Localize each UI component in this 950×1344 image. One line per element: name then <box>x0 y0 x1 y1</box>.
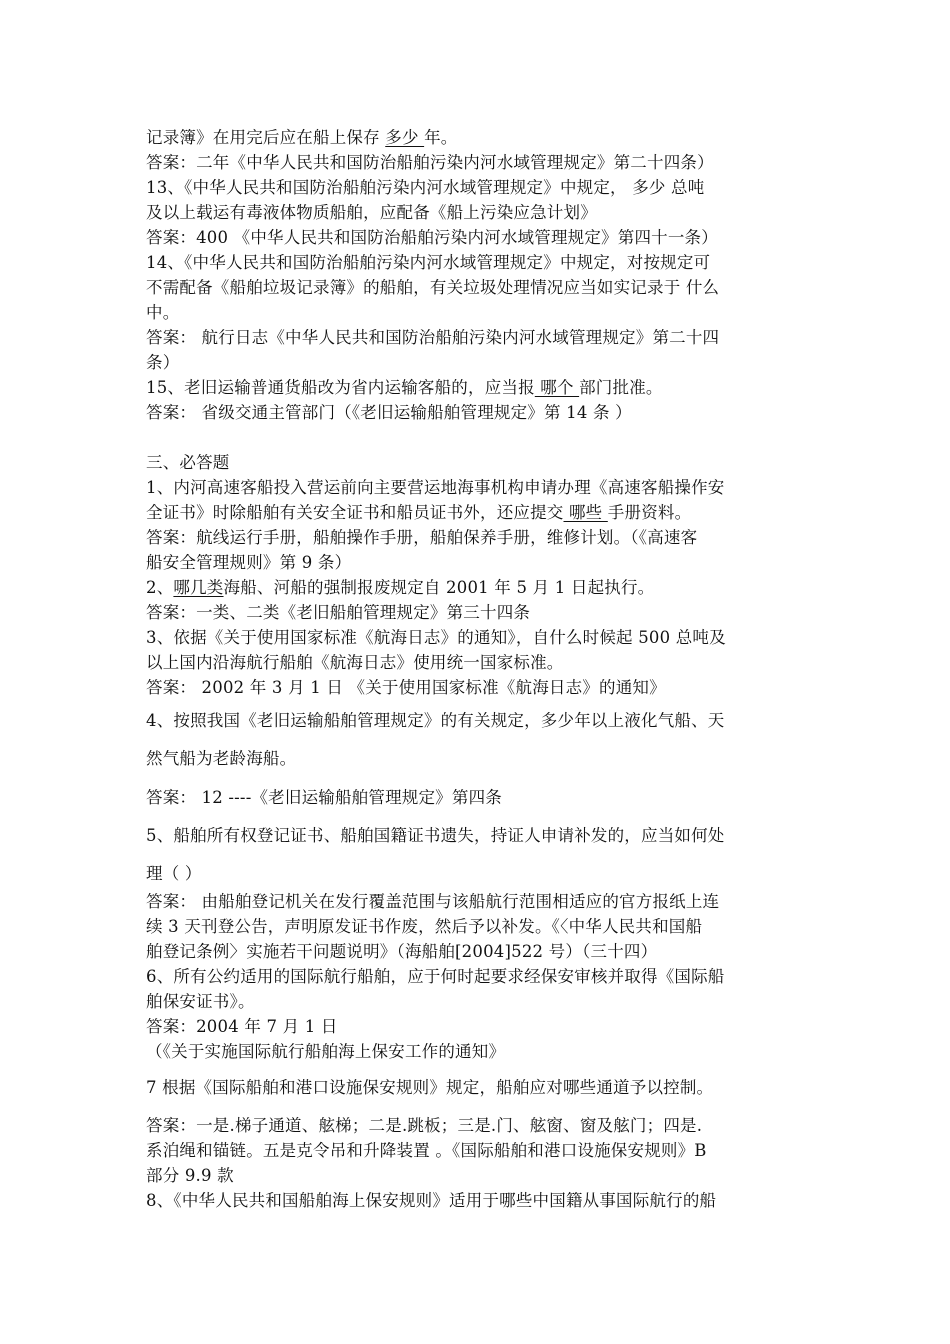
answer-line: 答案： 2002 年 3 月 1 日 《关于使用国家标准《航海日志》的通知》 <box>146 678 666 697</box>
text-line: 舶保安证书》。 <box>146 992 255 1011</box>
text-line: 系泊绳和锚链。五是克令吊和升降装置 。《国际船舶和港口设施保安规则》B <box>146 1141 707 1160</box>
text-line: 舶登记条例〉实施若干问题说明》（海船舶[2004]522 号）（三十四） <box>146 942 658 961</box>
answer-line: 答案： 由船舶登记机关在发行覆盖范围与该船航行范围相适应的官方报纸上连 <box>146 892 720 911</box>
question-line: 14、《中华人民共和国防治船舶污染内河水域管理规定》中规定，对按规定可 <box>146 253 711 272</box>
text-line: 理（ ） <box>146 864 202 883</box>
answer-line: 答案：航线运行手册，船舶操作手册，船舶保养手册，维修计划。（《高速客 <box>146 528 698 547</box>
text-line: 中。 <box>146 303 180 322</box>
text-line: （《关于实施国际航行船舶海上保安工作的通知》 <box>146 1042 506 1061</box>
section-heading: 三、必答题 <box>146 453 230 472</box>
question-line: 13、《中华人民共和国防治船舶污染内河水域管理规定》中规定， 多少 总吨 <box>146 178 705 197</box>
question-line: 8、《中华人民共和国船舶海上保安规则》适用于哪些中国籍从事国际航行的船 <box>146 1191 717 1210</box>
text-line: 然气船为老龄海船。 <box>146 749 297 768</box>
question-line: 2、哪几类海船、河船的强制报废规定自 2001 年 5 月 1 日起执行。 <box>146 578 655 597</box>
answer-line: 答案：2004 年 7 月 1 日 <box>146 1017 338 1036</box>
answer-line: 答案： 省级交通主管部门（《老旧运输船舶管理规定》第 14 条 ） <box>146 403 632 422</box>
question-line: 4、按照我国《老旧运输船舶管理规定》的有关规定，多少年以上液化气船、天 <box>146 711 725 730</box>
text-line: 全证书》时除船舶有关安全证书和船员证书外，还应提交 哪些 手册资料。 <box>146 503 692 522</box>
answer-line: 答案：400 《中华人民共和国防治船舶污染内河水域管理规定》第四十一条） <box>146 228 718 247</box>
text-line: 及以上载运有毒液体物质船舶，应配备《船上污染应急计划》 <box>146 203 597 222</box>
text-line: 部分 9.9 款 <box>146 1166 234 1185</box>
question-line: 6、所有公约适用的国际航行船舶，应于何时起要求经保安审核并取得《国际船 <box>146 967 725 986</box>
answer-line: 答案：一是.梯子通道、舷梯；二是.跳板；三是.门、舷窗、窗及舷门；四是. <box>146 1116 703 1135</box>
text-line: 船安全管理规则》第 9 条） <box>146 553 352 572</box>
question-line: 3、依据《关于使用国家标准《航海日志》的通知》，自什么时候起 500 总吨及 <box>146 628 726 647</box>
answer-line: 答案：二年《中华人民共和国防治船舶污染内河水域管理规定》第二十四条） <box>146 153 714 172</box>
question-line: 15、老旧运输普通货船改为省内运输客船的，应当报 哪个 部门批准。 <box>146 378 663 397</box>
text-line: 以上国内沿海航行船舶《航海日志》使用统一国家标准。 <box>146 653 564 672</box>
answer-line: 答案： 12 ----《老旧运输船舶管理规定》第四条 <box>146 788 502 807</box>
blank-underline: 哪些 <box>563 503 608 522</box>
text-line: 记录簿》在用完后应在船上保存 多少 年。 <box>146 128 458 147</box>
question-line: 1、内河高速客船投入营运前向主要营运地海事机构申请办理《高速客船操作安 <box>146 478 725 497</box>
answer-line: 答案： 航行日志《中华人民共和国防治船舶污染内河水域管理规定》第二十四 <box>146 328 720 347</box>
answer-line: 答案：一类、二类《老旧船舶管理规定》第三十四条 <box>146 603 531 622</box>
blank-underline: 多少 <box>385 128 425 147</box>
text-line: 不需配备《船舶垃圾记录簿》的船舶，有关垃圾处理情况应当如实记录于 什么 <box>146 278 720 297</box>
text-line: 续 3 天刊登公告，声明原发证书作废，然后予以补发。《〈中华人民共和国船 <box>146 917 703 936</box>
text-line: 条） <box>146 353 180 372</box>
blank-underline: 哪几类 <box>173 578 224 597</box>
question-line: 5、船舶所有权登记证书、船舶国籍证书遗失，持证人申请补发的，应当如何处 <box>146 826 725 845</box>
blank-underline: 哪个 <box>534 378 580 397</box>
question-line: 7 根据《国际船舶和港口设施保安规则》规定，船舶应对哪些通道予以控制。 <box>146 1078 714 1097</box>
